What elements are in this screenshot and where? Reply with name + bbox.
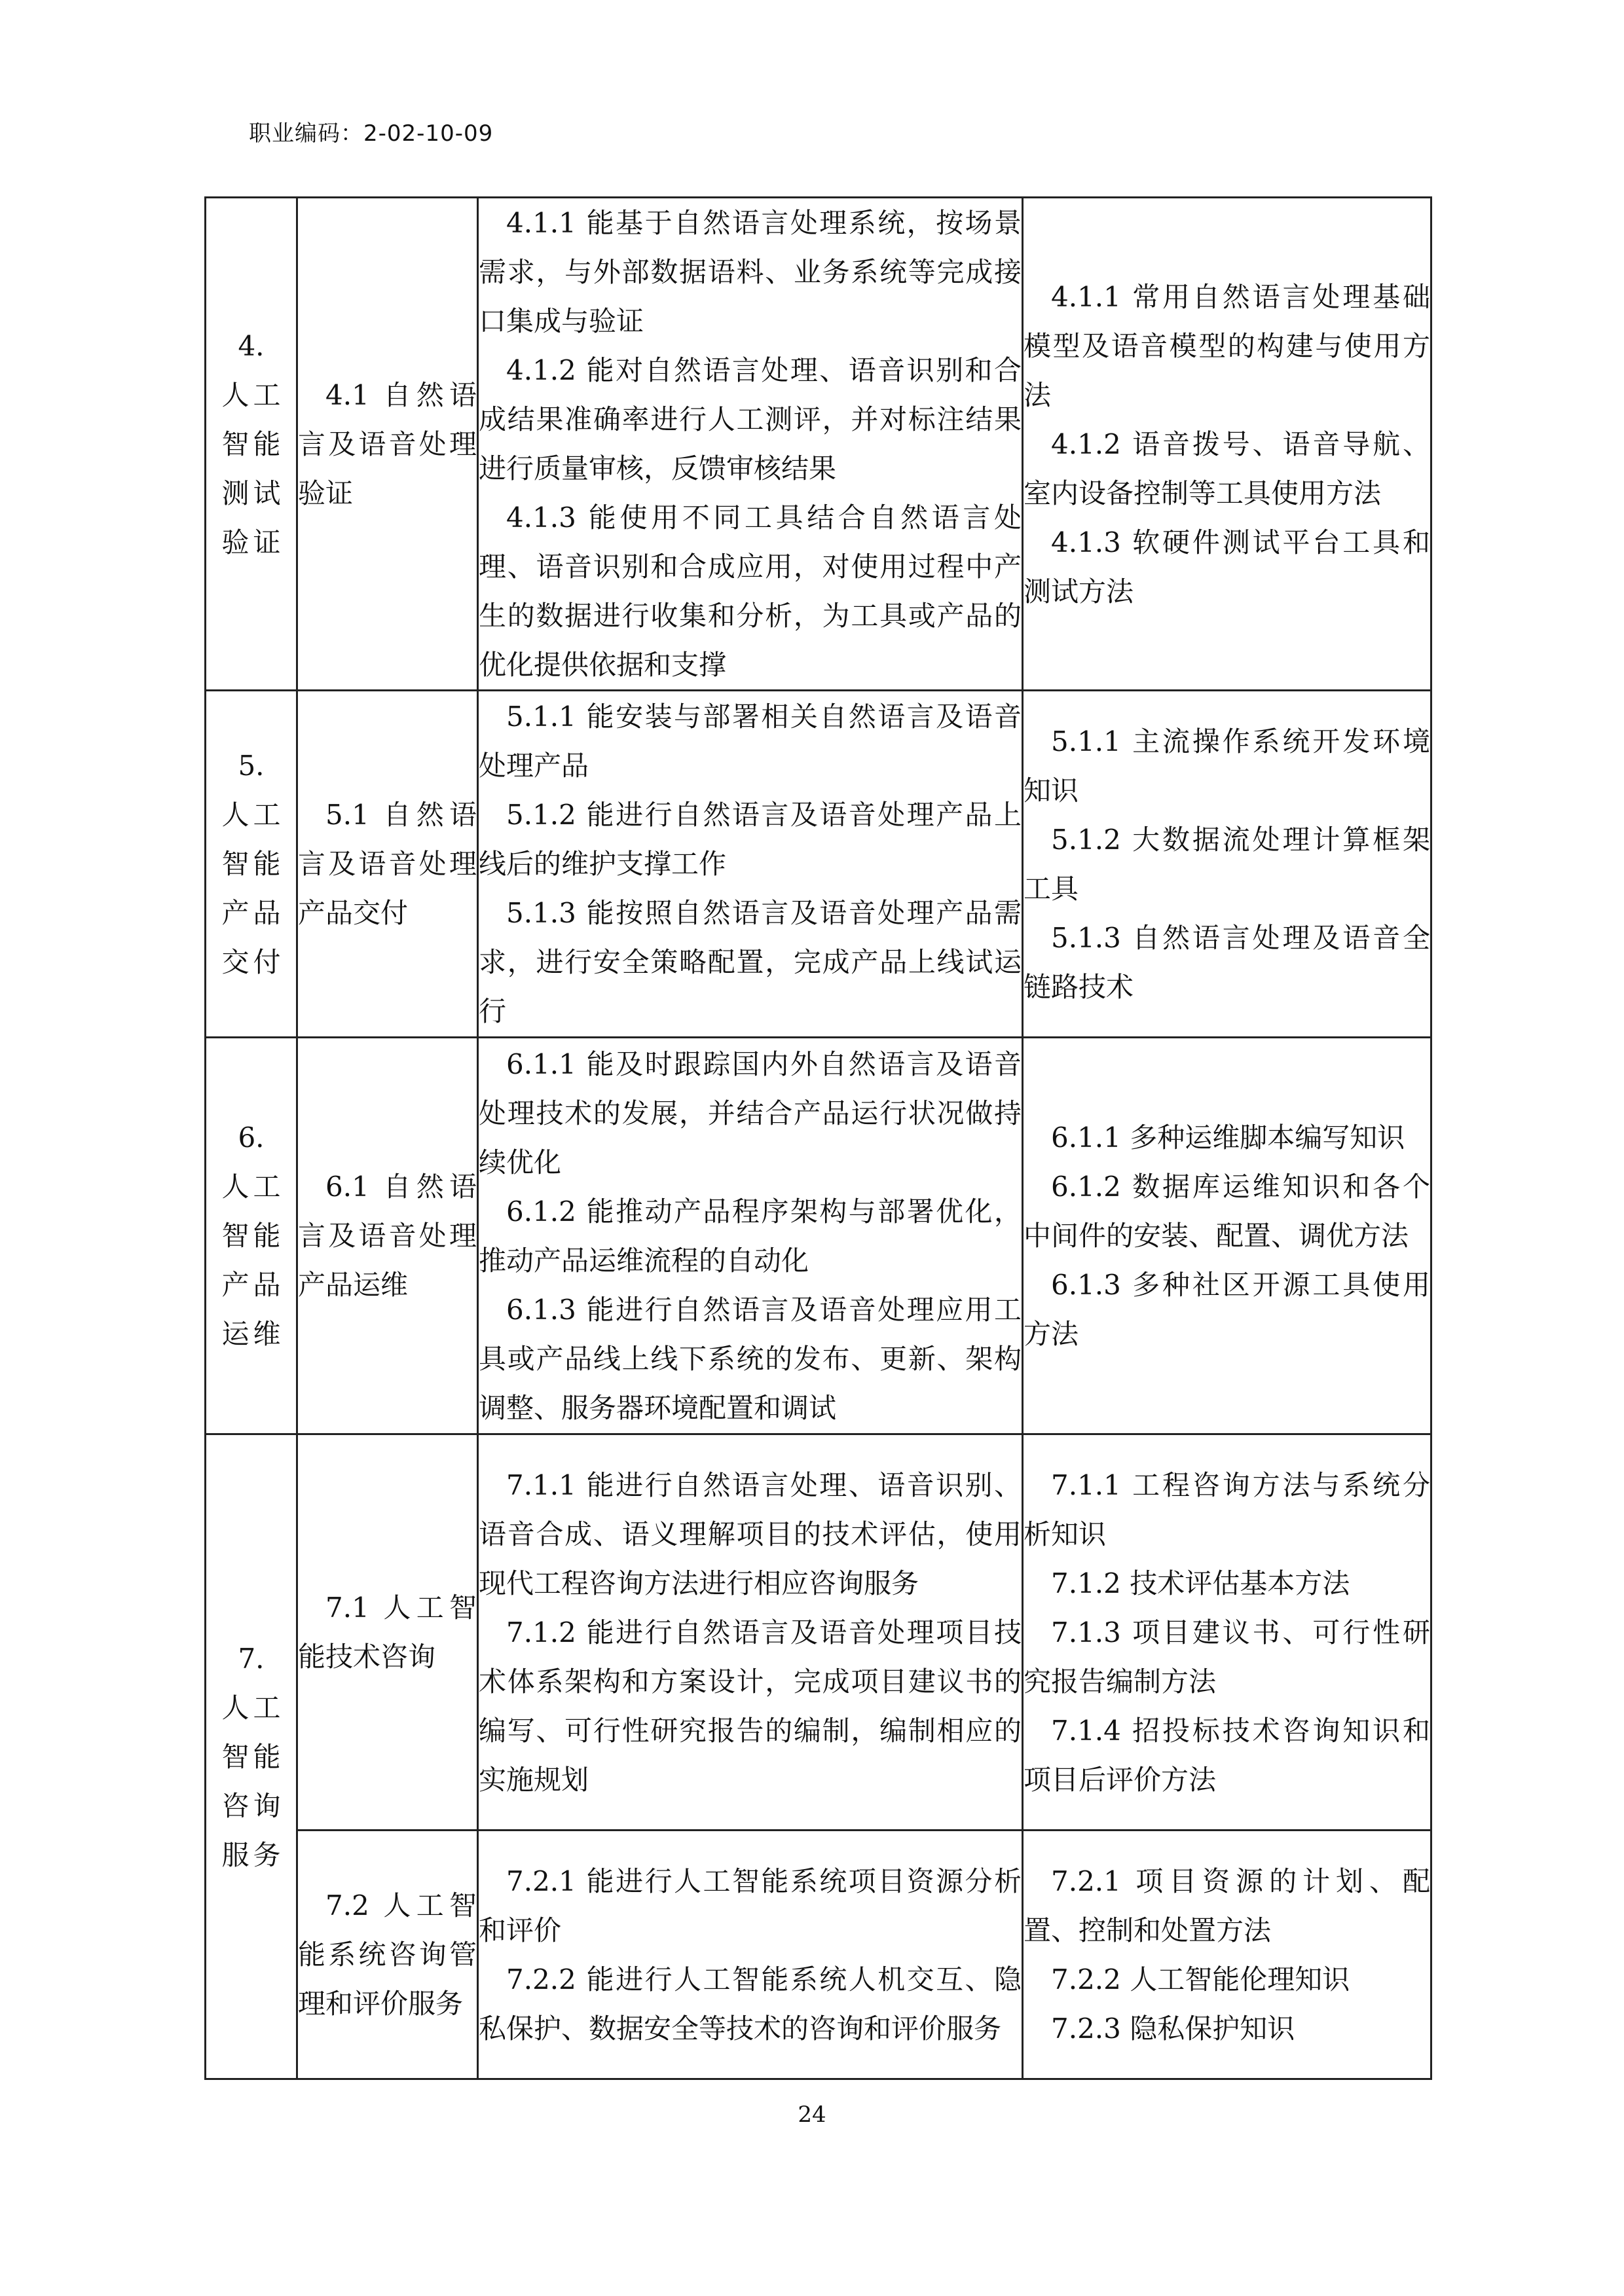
- table-row: [206, 198, 1431, 691]
- knowledge-cell: [1023, 1831, 1431, 2079]
- knowledge-item: 7.1.4 招投标技术咨询知识和项目后评价方法: [1024, 1714, 1430, 1796]
- knowledge-cell: [1023, 198, 1431, 691]
- unit-name: 7.1 人工智能技术咨询: [298, 1592, 477, 1673]
- knowledge-item: 4.1.1 常用自然语言处理基础模型及语音模型的构建与使用方法: [1024, 280, 1430, 411]
- knowledge-cell: [1023, 691, 1431, 1038]
- knowledge-item: 4.1.3 软硬件测试平台工具和测试方法: [1024, 526, 1430, 608]
- skill-item: 7.2.1 能进行人工智能系统项目资源分析和评价: [479, 1865, 1022, 1946]
- unit-name: 4.1 自然语言及语音处理验证: [298, 378, 477, 509]
- knowledge-item: 7.2.2 人工智能伦理知识: [1051, 1963, 1350, 1995]
- knowledge-item: 5.1.3 自然语言处理及语音全链路技术: [1024, 921, 1430, 1003]
- knowledge-cell: [1023, 1038, 1431, 1434]
- skill-item: 4.1.2 能对自然语言处理、语音识别和合成结果准确率进行人工测评，并对标注结果进行质量审核，反馈审核结果: [479, 354, 1022, 484]
- skill-item: 7.2.2 能进行人工智能系统人机交互、隐私保护、数据安全等技术的咨询和评价服务: [479, 1963, 1022, 2045]
- knowledge-item: 7.1.1 工程咨询方法与系统分析知识: [1024, 1468, 1430, 1550]
- unit-name: 7.2 人工智能系统咨询管理和评价服务: [298, 1889, 477, 2020]
- skill-item: 5.1.2 能进行自然语言及语音处理产品上线后的维护支撑工作: [479, 799, 1022, 880]
- page-number: 24: [798, 2102, 826, 2128]
- module-name: 人工智能产品交付: [221, 799, 281, 978]
- skills-cell: [478, 691, 1023, 1038]
- unit-name: 6.1 自然语言及语音处理产品运维: [298, 1171, 477, 1301]
- unit-cell: [297, 1831, 478, 2079]
- skills-cell: [478, 1038, 1023, 1434]
- module-number: 5.: [238, 750, 265, 782]
- module-number: 4.: [238, 329, 265, 362]
- skill-item: 5.1.3 能按照自然语言及语音处理产品需求，进行安全策略配置，完成产品上线试运行: [479, 897, 1022, 1027]
- skill-item: 4.1.1 能基于自然语言处理系统，按场景需求，与外部数据语料、业务系统等完成接口集成与验证: [479, 207, 1022, 337]
- knowledge-item: 6.1.1 多种运维脚本编写知识: [1051, 1121, 1405, 1154]
- knowledge-item: 5.1.2 大数据流处理计算框架工具: [1024, 823, 1430, 905]
- unit-cell: [297, 1038, 478, 1434]
- module-name: 人工智能咨询服务: [221, 1691, 281, 1871]
- module-cell: [206, 691, 297, 1038]
- skill-item: 6.1.3 能进行自然语言及语音处理应用工具或产品线上线下系统的发布、更新、架构调整、服务器环境配置和调试: [479, 1293, 1022, 1424]
- skill-item: 6.1.1 能及时跟踪国内外自然语言及语音处理技术的发展，并结合产品运行状况做持续优化: [479, 1048, 1022, 1178]
- module-name: 人工智能测试验证: [221, 378, 281, 558]
- skill-item: 4.1.3 能使用不同工具结合自然语言处理、语音识别和合成应用，对使用过程中产生的数据进行收集和分析，为工具或产品的优化提供依据和支撑: [479, 501, 1022, 681]
- skill-item: 5.1.1 能安装与部署相关自然语言及语音处理产品: [479, 701, 1022, 782]
- table-row: [206, 1434, 1431, 1831]
- knowledge-item: 4.1.2 语音拨号、语音导航、室内设备控制等工具使用方法: [1024, 428, 1430, 509]
- table-row: [206, 691, 1431, 1038]
- skill-item: 7.1.2 能进行自然语言及语音处理项目技术体系架构和方案设计，完成项目建议书的编写、可行性研究报告的编制，编制相应的实施规划: [479, 1616, 1022, 1796]
- knowledge-item: 6.1.2 数据库运维知识和各个中间件的安装、配置、调优方法: [1024, 1171, 1430, 1252]
- occupation-code-header: 职业编码：2-02-10-09: [249, 120, 494, 147]
- knowledge-item: 7.2.3 隐私保护知识: [1051, 2012, 1295, 2045]
- module-name: 人工智能产品运维: [221, 1171, 281, 1350]
- skills-cell: [478, 1831, 1023, 2079]
- module-number: 6.: [238, 1121, 265, 1154]
- knowledge-item: 6.1.3 多种社区开源工具使用方法: [1024, 1269, 1430, 1350]
- unit-cell: [297, 1434, 478, 1831]
- table-row: [206, 1038, 1431, 1434]
- unit-cell: [297, 691, 478, 1038]
- knowledge-item: 7.1.2 技术评估基本方法: [1051, 1567, 1350, 1599]
- knowledge-item: 7.1.3 项目建议书、可行性研究报告编制方法: [1024, 1616, 1430, 1698]
- skill-requirements-table: [204, 196, 1432, 2080]
- knowledge-item: 5.1.1 主流操作系统开发环境知识: [1024, 725, 1430, 807]
- skill-item: 7.1.1 能进行自然语言处理、语音识别、语音合成、语义理解项目的技术评估，使用现代工程咨询方法进行相应咨询服务: [479, 1468, 1022, 1599]
- skills-cell: [478, 1434, 1023, 1831]
- skill-item: 6.1.2 能推动产品程序架构与部署优化，推动产品运维流程的自动化: [479, 1195, 1022, 1277]
- table-row: [206, 1831, 1431, 2079]
- module-cell: [206, 198, 297, 691]
- unit-name: 5.1 自然语言及语音处理产品交付: [298, 799, 477, 929]
- module-cell: [206, 1038, 297, 1434]
- knowledge-cell: [1023, 1434, 1431, 1831]
- module-number: 7.: [238, 1642, 265, 1675]
- skills-cell: [478, 198, 1023, 691]
- unit-cell: [297, 198, 478, 691]
- module-cell: [206, 1434, 297, 2079]
- knowledge-item: 7.2.1 项目资源的计划、配置、控制和处置方法: [1024, 1865, 1430, 1946]
